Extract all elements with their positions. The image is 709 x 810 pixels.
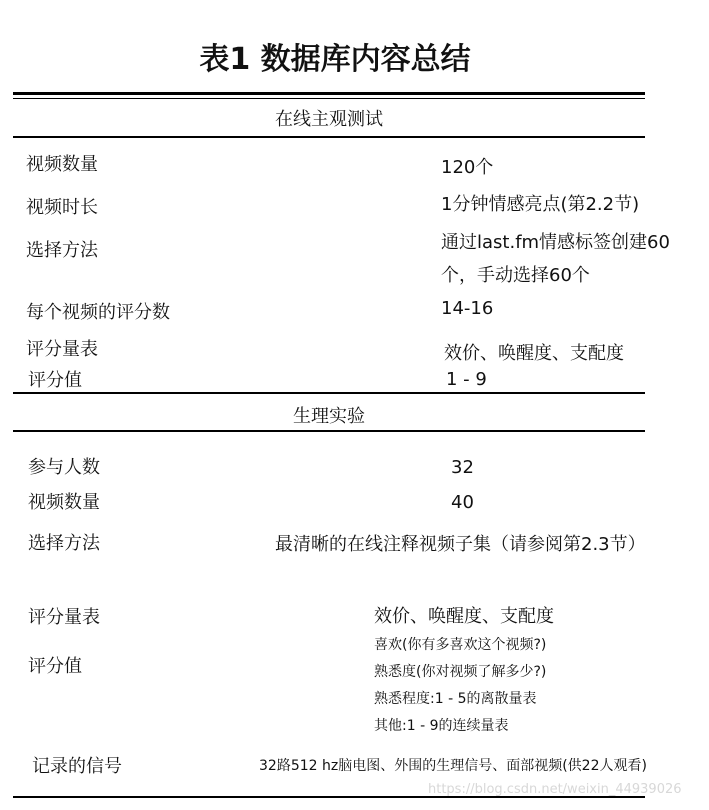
row-label-rating-scales: 评分量表 bbox=[26, 339, 98, 360]
row-value-physio-video-count: 40 bbox=[451, 492, 474, 513]
section-rule-top-physio bbox=[13, 392, 645, 394]
row-label-physio-rating-values: 评分值 bbox=[28, 656, 82, 677]
row-label-rating-values: 评分值 bbox=[28, 370, 82, 391]
section-rule-online bbox=[13, 136, 645, 138]
row-value-video-count: 120个 bbox=[441, 157, 494, 178]
row-label-physio-video-count: 视频数量 bbox=[28, 492, 100, 513]
row-value-selection-method-line2: 个，手动选择60个 bbox=[441, 265, 590, 286]
row-label-recorded-signals: 记录的信号 bbox=[32, 756, 122, 777]
row-label-physio-selection-method: 选择方法 bbox=[28, 533, 100, 554]
row-value-physio-rating-scales: 效价、唤醒度、支配度 bbox=[374, 606, 554, 627]
row-value-rating-scales: 效价、唤醒度、支配度 bbox=[444, 343, 624, 364]
watermark: https://blog.csdn.net/weixin_44939026 bbox=[428, 782, 682, 797]
row-value-recorded-signals: 32路512 hz脑电图、外围的生理信号、面部视频(供22人观看) bbox=[259, 758, 647, 774]
row-value-physio-rating-values-3: 熟悉程度:1 - 5的离散量表 bbox=[374, 691, 537, 707]
row-label-ratings-per-video: 每个视频的评分数 bbox=[26, 302, 170, 323]
row-value-physio-rating-values-1: 喜欢(你有多喜欢这个视频?) bbox=[374, 637, 547, 653]
page-title: 表1 数据库内容总结 bbox=[199, 42, 471, 77]
top-rule-thin bbox=[13, 98, 645, 99]
row-value-video-duration: 1分钟情感亮点(第2.2节) bbox=[441, 194, 640, 215]
row-value-physio-rating-values-4: 其他:1 - 9的连续量表 bbox=[374, 718, 509, 734]
section-header-online: 在线主观测试 bbox=[275, 109, 383, 130]
top-rule-thick bbox=[13, 92, 645, 95]
row-label-physio-rating-scales: 评分量表 bbox=[28, 607, 100, 628]
row-value-rating-values: 1 - 9 bbox=[446, 369, 487, 390]
row-label-selection-method: 选择方法 bbox=[26, 240, 98, 261]
row-value-physio-rating-values-2: 熟悉度(你对视频了解多少?) bbox=[374, 664, 547, 680]
row-value-participants: 32 bbox=[451, 457, 474, 478]
row-label-video-duration: 视频时长 bbox=[26, 197, 98, 218]
row-value-physio-selection-method: 最清晰的在线注释视频子集（请参阅第2.3节） bbox=[275, 534, 646, 555]
row-value-ratings-per-video: 14-16 bbox=[441, 298, 494, 319]
row-value-selection-method-line1: 通过last.fm情感标签创建60 bbox=[441, 232, 670, 253]
section-header-physio: 生理实验 bbox=[293, 406, 365, 427]
section-rule-physio bbox=[13, 430, 645, 432]
row-label-video-count: 视频数量 bbox=[26, 154, 98, 175]
row-label-participants: 参与人数 bbox=[28, 457, 100, 478]
